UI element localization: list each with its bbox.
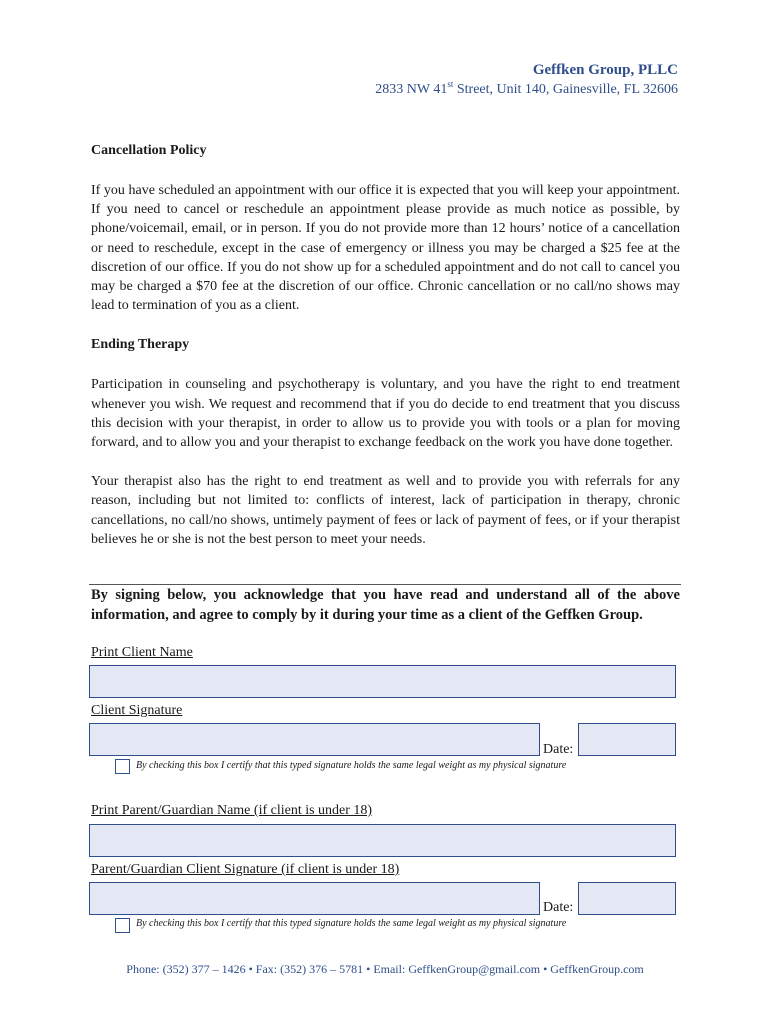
- client-signature-label: Client Signature: [91, 703, 183, 718]
- ending-therapy-para-1: Participation in counseling and psychotherapy is voluntary, and you have the right to end treatment whenever you wish. We request and recommend that if you do decide to end treatment that you discuss this decision with your therapist, in order to allow us to provide you with tools or a plan for moving forward, and to allow you and your therapist to exchange feedback on the work you have done together.: [91, 377, 680, 451]
- company-address: [375, 80, 678, 100]
- guardian-name-input[interactable]: [89, 824, 676, 857]
- guardian-date-label: Date:: [543, 900, 574, 915]
- cancellation-heading: Cancellation Policy: [91, 143, 207, 158]
- policy-content: [91, 140, 680, 549]
- guardian-signature-input[interactable]: [89, 882, 540, 915]
- client-name-label: Print Client Name: [91, 645, 193, 660]
- letterhead: [375, 60, 678, 100]
- ending-therapy-para-2: Your therapist also has the right to end treatment as well and to provide you with referrals for any reason, including but not limited to: conflicts of interest, lack of participation in therapy, chronic cancellations, no call/no shows, untimely payment of fees or lack of payment of fees, or if your therapist believes he or she is not the best person to meet your needs.: [91, 474, 680, 547]
- address-part-1: 2833 NW 41: [375, 82, 448, 97]
- guardian-certify-text: By checking this box I certify that this typed signature holds the same legal weight as my physical signature: [136, 918, 567, 929]
- guardian-date-input[interactable]: [578, 882, 676, 915]
- client-certify-text: By checking this box I certify that this typed signature holds the same legal weight as my physical signature: [136, 760, 567, 771]
- cancellation-body: If you have scheduled an appointment with our office it is expected that you will keep your appointment. If you need to cancel or reschedule an appointment please provide as much notice as possible, by phone/voicemail, email, or in person. If you do not provide more than 12 hours’ notice of a cancellation or need to reschedule, except in the case of emergency or illness you may be charged a $25 fee at the discretion of our office. If you do not show up for a scheduled appointment and do not call to cancel you may be charged a $70 fee at the discretion of our office. Chronic cancellation or no call/no shows may lead to termination of you as a client.: [91, 183, 680, 314]
- footer-contact: Phone: (352) 377 – 1426 • Fax: (352) 376 – 5781 • Email: GeffkenGroup@gmail.com • GeffkenGroup.com: [126, 962, 644, 976]
- company-name: Geffken Group, PLLC: [532, 62, 678, 78]
- address-part-2: Street, Unit 140, Gainesville, FL 32606: [453, 82, 678, 97]
- client-date-input[interactable]: [578, 723, 676, 756]
- address-superscript: st: [447, 79, 454, 89]
- acknowledgement-text: By signing below, you acknowledge that you have read and understand all of the above information, and agree to comply by it during your time as a client of the Geffken Group.: [91, 587, 680, 623]
- client-signature-input[interactable]: [89, 723, 540, 756]
- client-date-label: Date:: [543, 742, 574, 757]
- guardian-name-label: Print Parent/Guardian Name (if client is under 18): [91, 803, 373, 818]
- client-name-input[interactable]: [89, 665, 676, 698]
- guardian-certify-checkbox[interactable]: [115, 918, 130, 933]
- guardian-signature-label: Parent/Guardian Client Signature (if client is under 18): [91, 862, 400, 877]
- client-certify-checkbox[interactable]: [115, 759, 130, 774]
- ending-therapy-heading: Ending Therapy: [91, 337, 190, 353]
